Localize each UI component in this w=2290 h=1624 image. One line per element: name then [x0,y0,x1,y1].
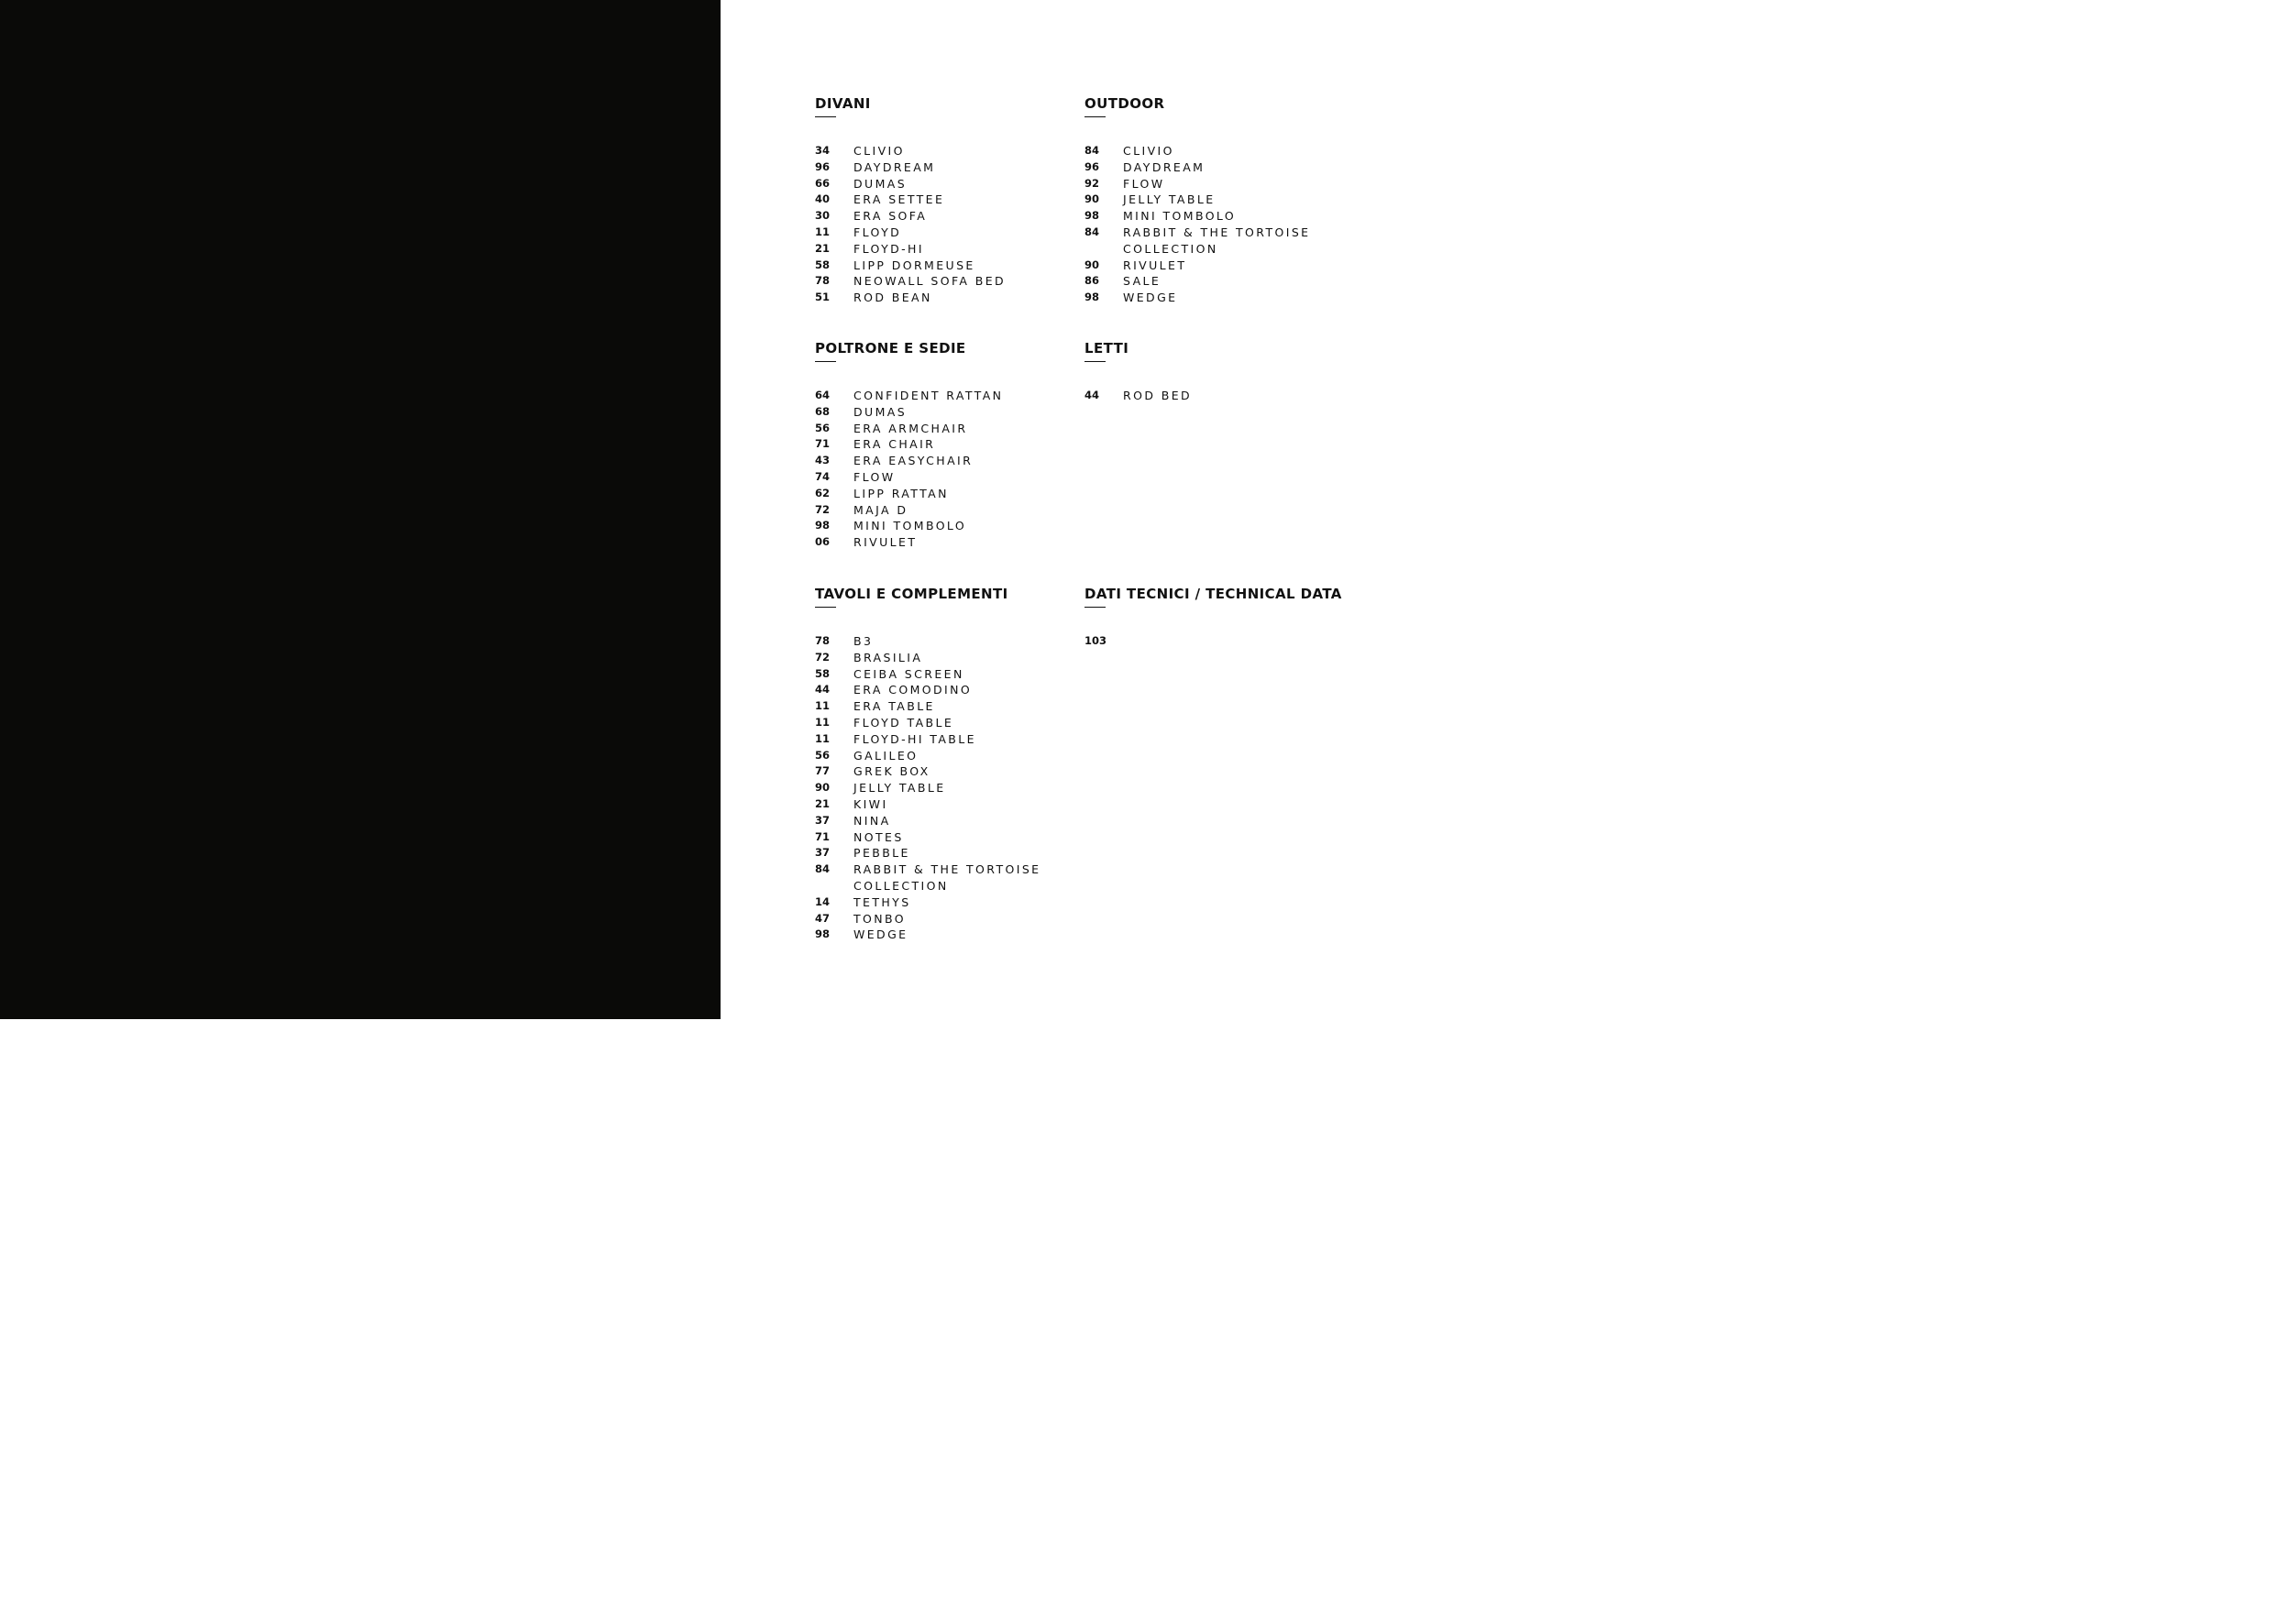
page-number: 98 [815,927,831,941]
index-entry [815,650,1081,666]
index-entry [815,698,1081,715]
section-title: TAVOLI E COMPLEMENTI [815,586,1008,602]
index-entry [815,829,1081,846]
page-number: 14 [815,894,831,908]
page-number: 90 [1084,192,1100,206]
index-entry [815,845,1081,861]
page-number: 90 [815,781,831,795]
product-name: FLOYD-HI [853,241,924,256]
index-entry [815,208,1081,225]
page-number: 44 [1084,389,1100,401]
index-entry [815,666,1081,683]
title-underline [1084,116,1106,117]
index-entry [815,143,1081,159]
page-number: 96 [815,159,831,173]
index-entry [1084,290,1350,306]
page-number: 58 [815,258,831,271]
index-entry [815,633,1081,650]
page-number: 58 [815,666,831,680]
index-entry [1084,273,1350,290]
section-title: DIVANI [815,95,871,112]
product-name: NOTES [853,829,904,844]
page-number: 06 [815,535,831,549]
product-name: CLIVIO [1123,144,1174,158]
index-entry [815,388,1081,404]
index-entry [815,731,1081,748]
page-number: 11 [815,699,831,713]
page-number: 56 [815,748,831,762]
index-entry [815,813,1081,829]
product-name: PEBBLE [853,846,910,861]
product-name: NEOWALL SOFA BED [853,274,1007,289]
page-number: 51 [815,291,831,304]
title-underline [815,116,836,117]
product-name: JELLY TABLE [853,781,946,796]
page-number: 84 [815,862,831,876]
product-name: KIWI [853,796,888,811]
product-name: B3 [853,634,874,648]
product-name: CLIVIO [853,144,905,158]
product-name: ERA TABLE [853,699,935,714]
page-number: 92 [1084,176,1100,190]
title-underline [815,361,836,362]
product-name: ROD BEAN [853,291,932,305]
product-name: DUMAS [853,404,908,419]
title-underline [1084,607,1106,608]
page-number: 56 [815,421,831,434]
product-name: CEIBA SCREEN [853,666,964,681]
page-number: 47 [815,911,831,925]
index-entry [815,290,1081,306]
page-number: 21 [815,796,831,810]
index-entry [815,404,1081,421]
product-name: ERA CHAIR [853,437,936,452]
product-name: LIPP RATTAN [853,486,949,500]
product-name: NINA [853,813,891,828]
page-number: 37 [815,813,831,827]
section-divani [815,94,1081,306]
index-entry [815,796,1081,813]
page-number: 21 [815,241,831,255]
section-title: DATI TECNICI / TECHNICAL DATA [1084,586,1342,602]
index-entry [815,273,1081,290]
black-cover-panel [0,0,721,1019]
page-number: 78 [815,274,831,288]
page-number: 34 [815,144,831,157]
section-tavoli-e-complementi [815,585,1081,943]
page-number: 30 [815,209,831,223]
page-number: 98 [1084,291,1100,304]
index-entry [815,763,1081,780]
entry-list [1084,633,1387,650]
index-entry [815,241,1081,258]
index-entry [815,486,1081,502]
index-entry [1084,633,1387,650]
product-name: RABBIT & THE TORTOISE COLLECTION [853,862,1041,893]
product-name: WEDGE [853,927,908,942]
index-entry [815,534,1081,551]
product-name: ERA ARMCHAIR [853,421,968,435]
page-number: 11 [815,731,831,745]
product-name: RIVULET [1123,258,1187,272]
page-number: 72 [815,502,831,516]
index-entry [815,225,1081,241]
page-number: 37 [815,846,831,860]
index-entry [815,192,1081,208]
index-entry [815,469,1081,486]
page-number: 71 [815,437,831,451]
page-number: 77 [815,764,831,778]
page-number: 103 [1084,634,1107,647]
product-name: DUMAS [853,176,908,191]
product-name: LIPP DORMEUSE [853,258,975,272]
product-name: TONBO [853,911,907,926]
index-entry [1084,225,1350,258]
product-name: RIVULET [853,535,918,550]
product-name: ROD BED [1123,389,1193,402]
section-title: OUTDOOR [1084,95,1165,112]
section-letti [1084,339,1350,404]
product-name: RABBIT & THE TORTOISE COLLECTION [1123,225,1311,256]
section-title: POLTRONE E SEDIE [815,340,966,357]
index-entry [815,780,1081,796]
page-number: 66 [815,176,831,190]
index-entry [1084,258,1350,274]
index-entry [815,861,1081,894]
index-entry [815,176,1081,192]
index-entry [815,715,1081,731]
page-number: 43 [815,454,831,467]
product-name: MINI TOMBOLO [1123,209,1237,224]
page-number: 62 [815,486,831,499]
section-outdoor [1084,94,1350,306]
index-entry [815,502,1081,519]
index-entry [815,927,1081,943]
product-name: ERA COMODINO [853,683,973,697]
page-number: 84 [1084,225,1100,238]
index-entry [815,453,1081,469]
product-name: BRASILIA [853,650,923,664]
index-entry [815,748,1081,764]
entry-list [1084,143,1350,306]
page-number: 90 [1084,258,1100,271]
page-number: 84 [1084,144,1100,157]
product-name: FLOYD-HI TABLE [853,731,976,746]
section-title: LETTI [1084,340,1129,357]
entry-list [815,633,1081,943]
product-name: SALE [1123,274,1162,289]
page-number: 96 [1084,159,1100,173]
page-number: 98 [815,519,831,532]
product-name: DAYDREAM [853,159,936,174]
product-name: ERA EASYCHAIR [853,454,974,468]
index-entry [815,421,1081,437]
product-name: FLOW [1123,176,1165,191]
product-name: MINI TOMBOLO [853,519,967,533]
index-entry [815,258,1081,274]
product-name: ERA SOFA [853,209,928,224]
product-name: MAJA D [853,502,908,517]
section-poltrone-e-sedie [815,339,1081,551]
index-entry [815,911,1081,927]
index-entry [1084,176,1350,192]
index-entry [815,159,1081,176]
product-name: FLOYD TABLE [853,715,954,730]
index-entry [815,682,1081,698]
page-number: 40 [815,192,831,206]
section-dati-tecnici [1084,585,1387,650]
product-name: GALILEO [853,748,919,763]
entry-list [1084,388,1350,404]
product-name: GREK BOX [853,764,930,779]
product-name: DAYDREAM [1123,159,1206,174]
page-number: 78 [815,634,831,647]
index-entry [815,894,1081,911]
product-name: CONFIDENT RATTAN [853,389,1004,402]
title-underline [1084,361,1106,362]
product-name: ERA SETTEE [853,192,945,207]
index-entry [1084,143,1350,159]
page-number: 86 [1084,274,1100,288]
page-number: 11 [815,715,831,729]
page-number: 68 [815,404,831,418]
page-number: 71 [815,829,831,843]
product-name: JELLY TABLE [1123,192,1216,207]
index-entry [1084,159,1350,176]
product-name: FLOW [853,469,896,484]
page-number: 98 [1084,209,1100,223]
page-number: 72 [815,650,831,664]
product-name: FLOYD [853,225,902,239]
index-entry [1084,192,1350,208]
product-name: TETHYS [853,894,911,909]
index-entry [815,436,1081,453]
product-name: WEDGE [1123,291,1178,305]
index-entry [1084,208,1350,225]
page-number: 64 [815,389,831,401]
entry-list [815,143,1081,306]
index-entry [815,518,1081,534]
entry-list [815,388,1081,551]
index-entry [1084,388,1350,404]
page-number: 44 [815,683,831,697]
title-underline [815,607,836,608]
page-number: 11 [815,225,831,238]
page-number: 74 [815,469,831,483]
